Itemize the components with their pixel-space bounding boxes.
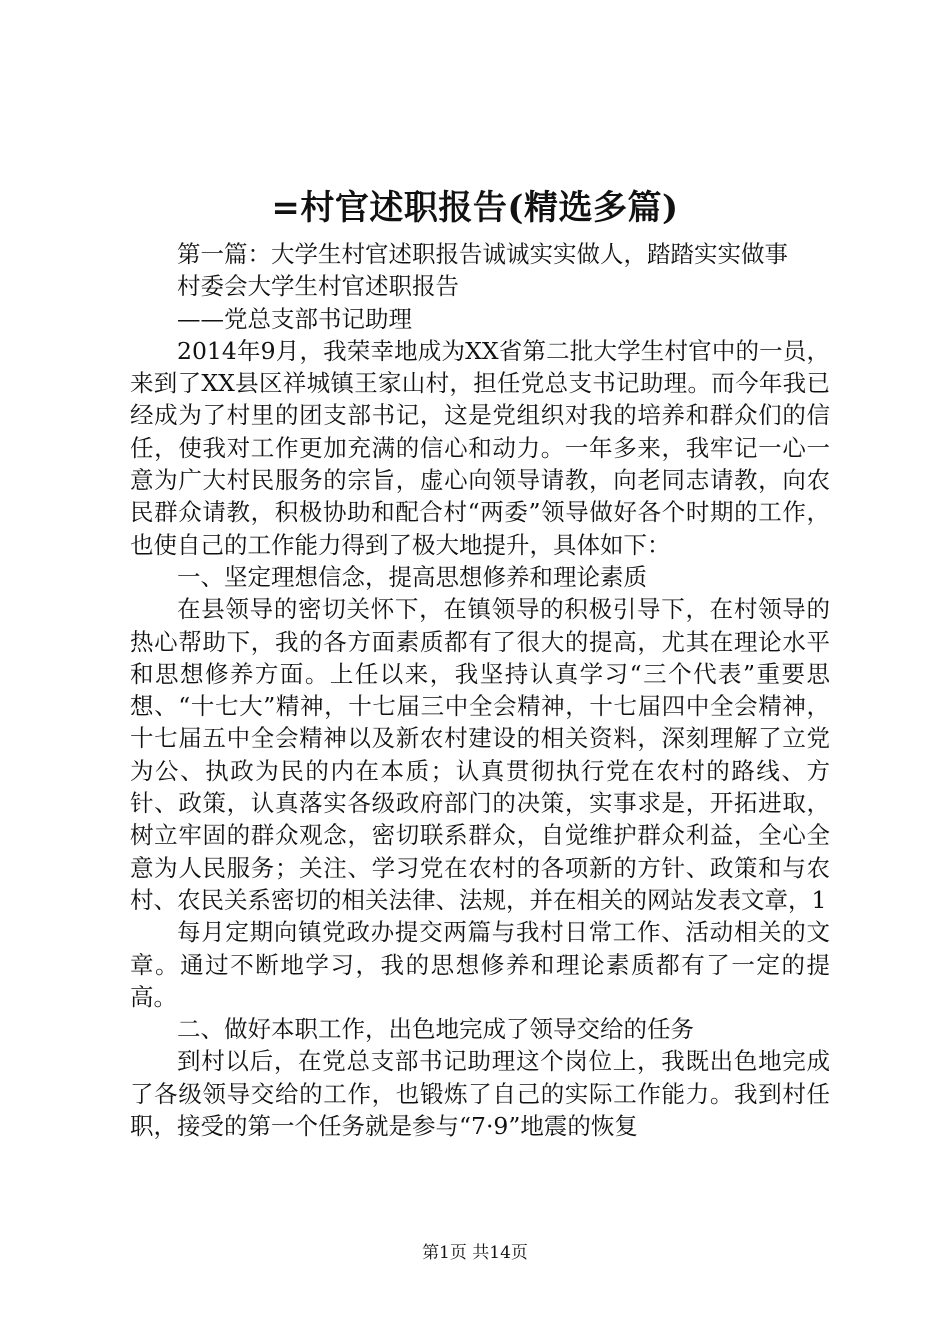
document-title: =村官述职报告(精选多篇) bbox=[271, 188, 679, 228]
section-heading-2: 二、做好本职工作，出色地完成了领导交给的任务 bbox=[177, 1015, 694, 1044]
paragraph-section-1-cont: 每月定期向镇党政办提交两篇与我村日常工作、活动相关的文章。通过不断地学习，我的思想修养和理论素质都有了一定的提高。 bbox=[130, 918, 830, 1011]
page-footer: 第1页 共14页 bbox=[422, 1243, 528, 1263]
section-heading-1: 一、坚定理想信念，提高思想修养和理论素质 bbox=[177, 562, 647, 591]
paragraph-intro: 2014年9月，我荣幸地成为XX省第二批大学生村官中的一员，来到了XX县区祥城镇王家山村，担任党总支书记助理。而今年我已经成为了村里的团支部书记，这是党组织对我的培养和群众们的信任，使我对工作更加充满的信心和动力。一年多来，我牢记一心一意为广大村民服务的宗旨，虚心向领导请教，向老同志请教，向农民群众请教，积极协助和配合村“两委”领导做好各个时期的工作，也使自己的工作能力得到了极大地提升，具体如下： bbox=[130, 336, 830, 559]
paragraph-heading-1: 第一篇：大学生村官述职报告诚诚实实做人，踏踏实实做事 bbox=[177, 240, 788, 268]
document-body bbox=[130, 238, 830, 1142]
paragraph-section-1: 在县领导的密切关怀下，在镇领导的积极引导下，在村领导的热心帮助下，我的各方面素质都有了很大的提高，尤其在理论水平和思想修养方面。上任以来，我坚持认真学习“三个代表”重要思想、“十七大”精神，十七届三中全会精神，十七届四中全会精神，十七届五中全会精神以及新农村建设的相关资料，深刻理解了立党为公、执政为民的内在本质；认真贯彻执行党在农村的路线、方针、政策，认真落实各级政府部门的决策，实事求是，开拓进取，树立牢固的群众观念，密切联系群众，自觉维护群众利益，全心全意为人民服务；关注、学习党在农村的各项新的方针、政策和与农村、农民关系密切的相关法律、法规，并在相关的网站发表文章，1 bbox=[130, 595, 830, 914]
paragraph-section-2: 到村以后，在党总支部书记助理这个岗位上，我既出色地完成了各级领导交给的工作，也锻炼了自己的实际工作能力。我到村任职，接受的第一个任务就是参与“7·9”地震的恢复 bbox=[130, 1047, 830, 1141]
paragraph-subtitle: ——党总支部书记助理 bbox=[177, 304, 412, 333]
paragraph-report-title: 村委会大学生村官述职报告 bbox=[177, 272, 459, 301]
